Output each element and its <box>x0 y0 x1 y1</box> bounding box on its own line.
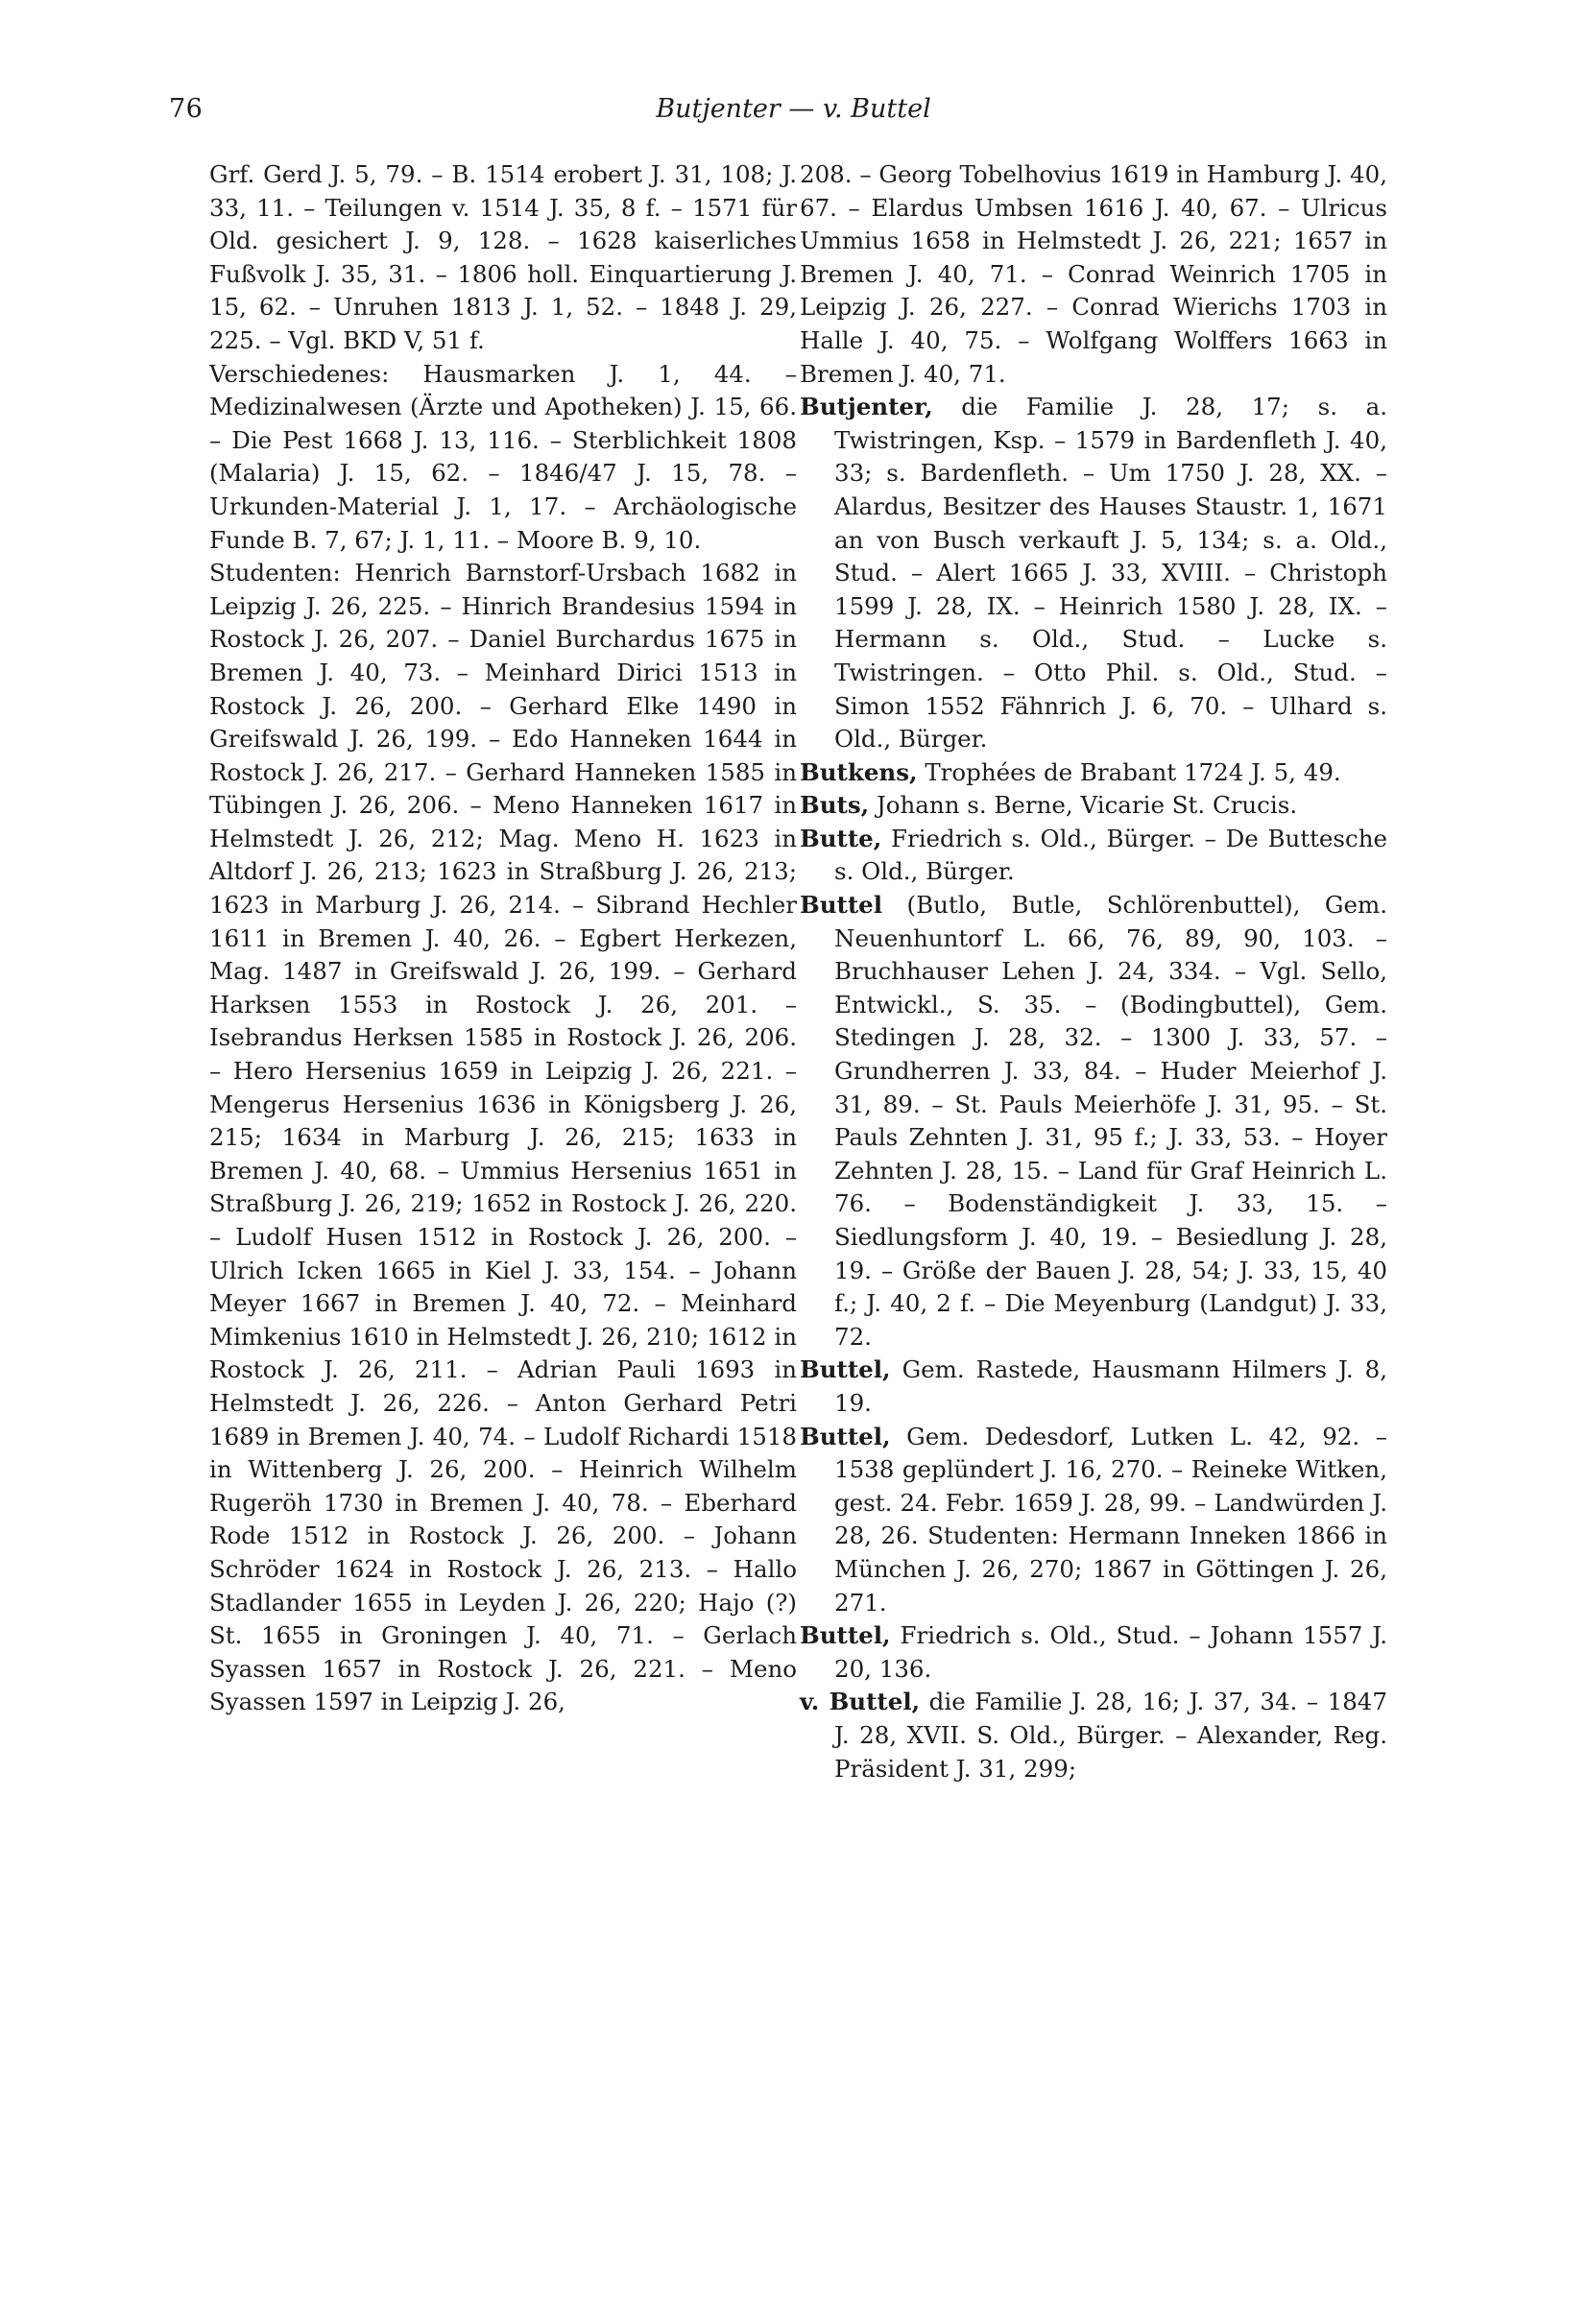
lemma: Buttel, <box>800 1355 891 1384</box>
entry-buttel-friedrich <box>800 1619 1387 1686</box>
entry-buttel-neuenhuntorf <box>800 889 1387 1354</box>
lemma: Buttel <box>800 891 883 920</box>
entry-text: Trophées de Brabant 1724 J. 5, 49. <box>917 757 1341 786</box>
entry-butjenter <box>800 391 1387 756</box>
entry-text: Friedrich s. Old., Bürger. – De Buttesche s. Old., Bürger. <box>834 824 1387 886</box>
entry-v-buttel <box>800 1686 1387 1785</box>
entry-butkens <box>800 756 1387 790</box>
entry-text: die Familie J. 28, 17; s. a. Twistringen, Ksp. – 1579 in Bardenfleth J. 40, 33; s. Bardenfleth. – Um 1750 J. 28, XX. – Alardus, Besitzer des Hauses Staustr. 1, 1671 an von Busch verkauft J. 5, 134; s. a. Old., Stud. – Alert 1665 J. 33, XVIII. – Christoph 1599 J. 28, IX. – Heinrich 1580 J. 28, IX. – Hermann s. Old., Stud. – Lucke s. Twistringen. – Otto Phil. s. Old., Stud. – Simon 1552 Fähnrich J. 6, 70. – Ulhard s. Old., Bürger. <box>834 393 1387 754</box>
left-column <box>209 158 797 1719</box>
page-number: 76 <box>169 94 204 124</box>
entry-text: Gem. Dedesdorf, Lutken L. 42, 92. – 1538 geplündert J. 16, 270. – Reineke Witken, gest. 24. Febr. 1659 J. 28, 99. – Landwürden J. 28, 26. Studenten: Hermann Inneken 1866 in München J. 26, 270; 1867 in Göttingen J. 26, 271. <box>834 1422 1387 1617</box>
lemma: v. Buttel, <box>800 1688 921 1716</box>
entry-text: die Familie J. 28, 16; J. 37, 34. – 1847 J. 28, XVII. S. Old., Bürger. – Alexander, Reg. Präsident J. 31, 299; <box>834 1688 1387 1783</box>
entry-buttel-rastede <box>800 1354 1387 1420</box>
entry-text: (Butlo, Butle, Schlörenbuttel), Gem. Neuenhuntorf L. 66, 76, 89, 90, 103. – Bruchhauser Lehen J. 24, 334. – Vgl. Sello, Entwickl., S. 35. – (Bodingbuttel), Gem. Stedingen J. 28, 32. – 1300 J. 33, 57. – Grundherren J. 33, 84. – Huder Meierhof J. 31, 89. – St. Pauls Meierhöfe J. 31, 95. – St. Pauls Zehnten J. 31, 95 f.; J. 33, 53. – Hoyer Zehnten J. 28, 15. – Land für Graf Heinrich L. 76. – Bodenständigkeit J. 33, 15. – Siedlungsform J. 40, 19. – Besiedlung J. 28, 19. – Größe der Bauen J. 28, 54; J. 33, 15, 40 f.; J. 40, 2 f. – Die Meyenburg (Landgut) J. 33, 72. <box>834 891 1387 1351</box>
entry-buttel-dedesdorf <box>800 1421 1387 1620</box>
entry-butte <box>800 823 1387 889</box>
lemma: Buttel, <box>800 1621 891 1650</box>
lemma: Buttel, <box>800 1422 891 1450</box>
paragraph-studenten: Studenten: Henrich Barnstorf-Ursbach 1682 in Leipzig J. 26, 225. – Hinrich Brandesius 1594 in Rostock J. 26, 207. – Daniel Burchardus 1675 in Bremen J. 40, 73. – Meinhard Dirici 1513 in Rostock J. 26, 200. – Gerhard Elke 1490 in Greifswald J. 26, 199. – Edo Hanneken 1644 in Rostock J. 26, 217. – Gerhard Hanneken 1585 in Tübingen J. 26, 206. – Meno Hanneken 1617 in Helmstedt J. 26, 212; Mag. Meno H. 1623 in Altdorf J. 26, 213; 1623 in Straßburg J. 26, 213; 1623 in Marburg J. 26, 214. – Sibrand Hechler 1611 in Bremen J. 40, 26. – Egbert Herkezen, Mag. 1487 in Greifswald J. 26, 199. – Gerhard Harksen 1553 in Rostock J. 26, 201. – Isebrandus Herksen 1585 in Rostock J. 26, 206. – Hero Hersenius 1659 in Leipzig J. 26, 221. – Mengerus Hersenius 1636 in Königsberg J. 26, 215; 1634 in Marburg J. 26, 215; 1633 in Bremen J. 40, 68. – Ummius Hersenius 1651 in Straßburg J. 26, 219; 1652 in Rostock J. 26, 220. – Ludolf Husen 1512 in Rostock J. 26, 200. – Ulrich Icken 1665 in Kiel J. 33, 154. – Johann Meyer 1667 in Bremen J. 40, 72. – Meinhard Mimkenius 1610 in Helmstedt J. 26, 210; 1612 in Rostock J. 26, 211. – Adrian Pauli 1693 in Helmstedt J. 26, 226. – Anton Gerhard Petri 1689 in Bremen J. 40, 74. – Ludolf Richardi 1518 in Wittenberg J. 26, 200. – Heinrich Wilhelm Rugeröh 1730 in Bremen J. 40, 78. – Eberhard Rode 1512 in Rostock J. 26, 200. – Johann Schröder 1624 in Rostock J. 26, 213. – Hallo Stadlander 1655 in Leyden J. 26, 220; Hajo (?) St. 1655 in Groningen J. 40, 71. – Gerlach Syassen 1657 in Rostock J. 26, 221. – Meno Syassen 1597 in Leipzig J. 26, <box>209 559 797 1716</box>
right-column <box>800 158 1387 1785</box>
entry-continuation-top: Grf. Gerd J. 5, 79. – B. 1514 erobert J. 31, 108; J. 33, 11. – Teilungen v. 1514 J. 35, 8 f. – 1571 für Old. gesichert J. 9, 128. – 1628 kaiserliches Fußvolk J. 35, 31. – 1806 holl. Einquartierung J. 15, 62. – Unruhen 1813 J. 1, 52. – 1848 J. 29, 225. – Vgl. BKD V, 51 f. <box>209 160 797 354</box>
lemma: Butjenter, <box>800 393 933 421</box>
running-head: Butjenter — v. Buttel <box>656 94 931 124</box>
entry-text: Johann s. Berne, Vicarie St. Crucis. <box>869 791 1298 820</box>
lemma: Butte, <box>800 824 882 852</box>
entry-continuation: 208. – Georg Tobelhovius 1619 in Hamburg J. 40, 67. – Elardus Umbsen 1616 J. 40, 67. – Ulricus Ummius 1658 in Helmstedt J. 26, 221; 1657 in Bremen J. 40, 71. – Conrad Weinrich 1705 in Leipzig J. 26, 227. – Conrad Wierichs 1703 in Halle J. 40, 75. – Wolfgang Wolffers 1663 in Bremen J. 40, 71. <box>800 160 1387 388</box>
entry-text: Friedrich s. Old., Stud. – Johann 1557 J. 20, 136. <box>834 1621 1387 1683</box>
entry-text: Gem. Rastede, Hausmann Hilmers J. 8, 19. <box>834 1355 1387 1417</box>
lemma: Buts, <box>800 791 870 820</box>
entry-buts <box>800 789 1387 823</box>
lemma: Butkens, <box>800 757 918 786</box>
paragraph-verschiedenes: Verschiedenes: Hausmarken J. 1, 44. – Medizinalwesen (Ärzte und Apotheken) J. 15, 66. – Die Pest 1668 J. 13, 116. – Sterblichkeit 1808 (Malaria) J. 15, 62. – 1846/47 J. 15, 78. – Urkunden-Material J. 1, 17. – Archäologische Funde B. 7, 67; J. 1, 11. – Moore B. 9, 10. <box>209 359 797 554</box>
